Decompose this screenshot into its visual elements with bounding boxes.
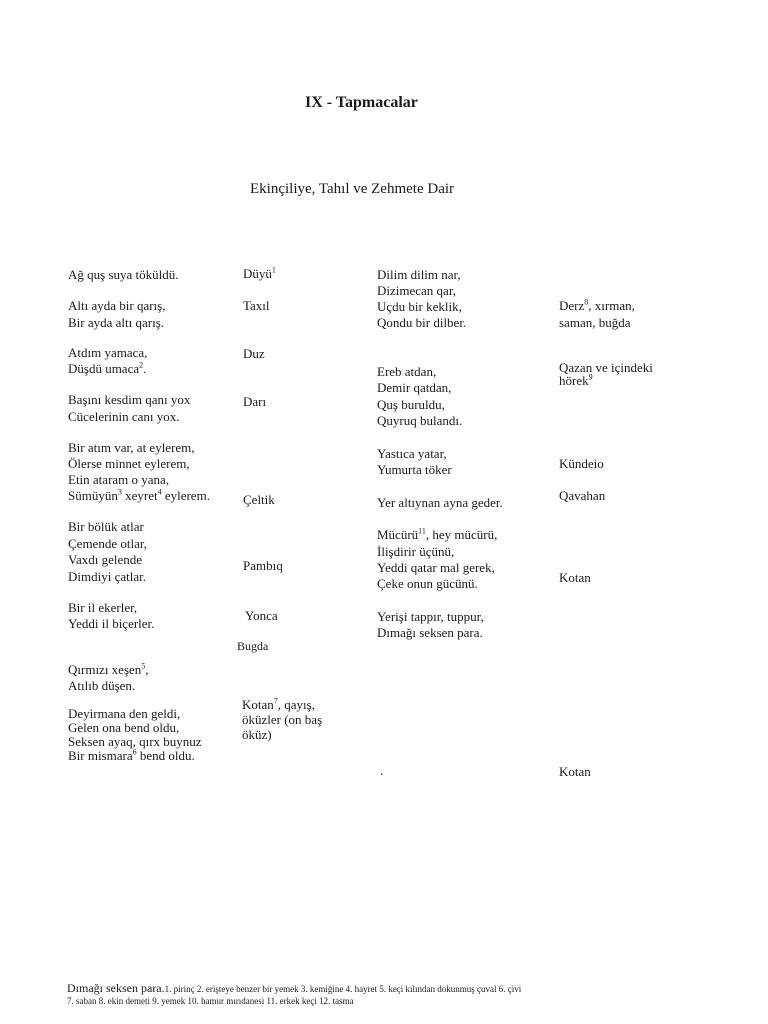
footnote-ref: 11 — [418, 526, 426, 536]
answer-6: Pambıq — [243, 558, 283, 573]
answer-2: Taxıl — [243, 298, 270, 313]
riddle-line: Çeke onun gücünü. — [377, 576, 478, 591]
footnote-ref: 5 — [141, 661, 146, 671]
footnote-ref: 3 — [117, 487, 122, 497]
stray-dot: . — [380, 763, 384, 778]
riddle-line: Cücelerinin canı yox. — [68, 409, 180, 424]
riddle-line: Yeddi il biçerler. — [68, 616, 155, 631]
footnotes-text: 1. pirinç 2. erişteye benzer bir yemek 3. kemiğine 4. hayret 5. keçi kılından dokunmuş çuval 6. çivi — [164, 984, 522, 994]
riddle-line: Sümüyün$^3$ xeyret$^4$ eylerem. — [68, 487, 210, 503]
answer-line: öküz) — [242, 727, 272, 742]
riddle-line: Dimdiyi çatlar. — [68, 569, 146, 584]
answer-1: Düyü$^1$ — [243, 265, 276, 281]
footnote-ref: 1 — [271, 265, 276, 275]
riddle-line: Dizimecan qar, — [377, 283, 456, 298]
riddle-line: Quyruq bulandı. — [377, 413, 463, 428]
answer-line: öküzler (on baş — [242, 712, 323, 727]
riddle-line: Bir atım var, at eylerem, — [68, 440, 195, 455]
riddle-line: Bir mismara$^6$ bend oldu. — [68, 747, 195, 763]
riddle-line: Yerişi tappır, tuppur, — [377, 609, 484, 624]
riddle-line: Başını kesdim qanı yox — [68, 392, 191, 407]
footnote-ref: 8 — [584, 297, 589, 307]
footnotes-lead: Dımağı seksen para. — [67, 981, 165, 995]
riddle-line: Yeddi qatar mal gerek, — [377, 560, 495, 575]
riddle-line: Bir il ekerler, — [68, 600, 138, 615]
riddle-line: Atdım yamaca, — [68, 345, 148, 360]
riddle-line: Qırmızı xeşen$^5$, — [68, 661, 149, 677]
footnote-ref: 9 — [588, 372, 593, 382]
footnote-ref: 6 — [132, 747, 137, 757]
riddle-line: Dilim dilim nar, — [377, 267, 461, 282]
riddle-line: Seksen ayaq, qırx buynuz — [68, 734, 202, 749]
riddle-line: Atılıb düşen. — [68, 678, 136, 693]
answer-line: Qazan ve içindeki — [559, 360, 653, 375]
footnote-ref: 2 — [139, 360, 144, 370]
riddle-line: Mücürü$^{11}$, hey mücürü, — [377, 526, 498, 542]
answer-3: Duz — [243, 346, 265, 361]
riddle-line: Düşdü umaca$^2$. — [68, 360, 147, 376]
riddle-line: Bir bölük atlar — [68, 519, 144, 534]
riddle-line: Ereb atdan, — [377, 364, 437, 379]
riddle-line: Deyirmana den geldi, — [68, 706, 181, 721]
riddle-line: Quş buruldu, — [377, 397, 445, 412]
answer-line: Kotan$^7$, qayış, — [242, 696, 315, 712]
page-title: IX - Tapmacalar — [305, 94, 418, 111]
riddle-line: Yumurta töker — [377, 462, 452, 477]
riddle-line: Yastıca yatar, — [377, 446, 447, 461]
riddle-line: Dımağı seksen para. — [377, 625, 483, 640]
riddle-line: Uçdu bir keklik, — [377, 299, 462, 314]
answer-15: Kotan — [559, 764, 591, 779]
riddle-line: Altı ayda bir qarış, — [68, 298, 166, 313]
footnote-ref: 4 — [157, 487, 162, 497]
riddle-line: Ölerse minnet eylerem, — [68, 456, 190, 471]
answer-line: saman, buğda — [559, 315, 631, 330]
riddle-line: Demir qatdan, — [377, 380, 452, 395]
footnotes-line-1 — [67, 983, 521, 995]
riddle-line: Vaxdı gelende — [68, 552, 143, 567]
section-subtitle: Ekinçiliye, Tahıl ve Zehmete Dair — [250, 181, 455, 197]
riddle-line: Qondu bir dilber. — [377, 315, 467, 330]
riddle-line: Çemende otlar, — [68, 536, 147, 551]
answer-8: Bugda — [237, 639, 269, 653]
riddle-line: Gelen ona bend oldu, — [68, 720, 180, 735]
answer-13: Qavahan — [559, 488, 606, 503]
answer-12: Kündeio — [559, 456, 604, 471]
footnotes-line-2: 7. saban 8. ekin demeti 9. yemek 10. hamur mırıdanesi 11. erkek keçi 12. tasma — [67, 996, 354, 1006]
answer-5: Çeltik — [243, 492, 275, 507]
riddle-line: İlişdirir üçünü, — [377, 544, 455, 559]
answer-line: hörek$^9$ — [559, 372, 593, 388]
riddle-line: Ağ quş suya töküldü. — [68, 267, 179, 282]
answer-14: Kotan — [559, 570, 591, 585]
answer-7: Yonca — [245, 608, 278, 623]
riddle-line: Bir ayda altı qarış. — [68, 315, 165, 330]
riddle-13: Yer altıynan ayna geder. — [377, 495, 503, 510]
answer-line: Derz$^8$, xırman, — [559, 297, 635, 313]
footnote-ref: 7 — [273, 696, 278, 706]
answer-4: Darı — [243, 394, 267, 409]
riddle-line: Etin ataram o yana, — [68, 472, 170, 487]
